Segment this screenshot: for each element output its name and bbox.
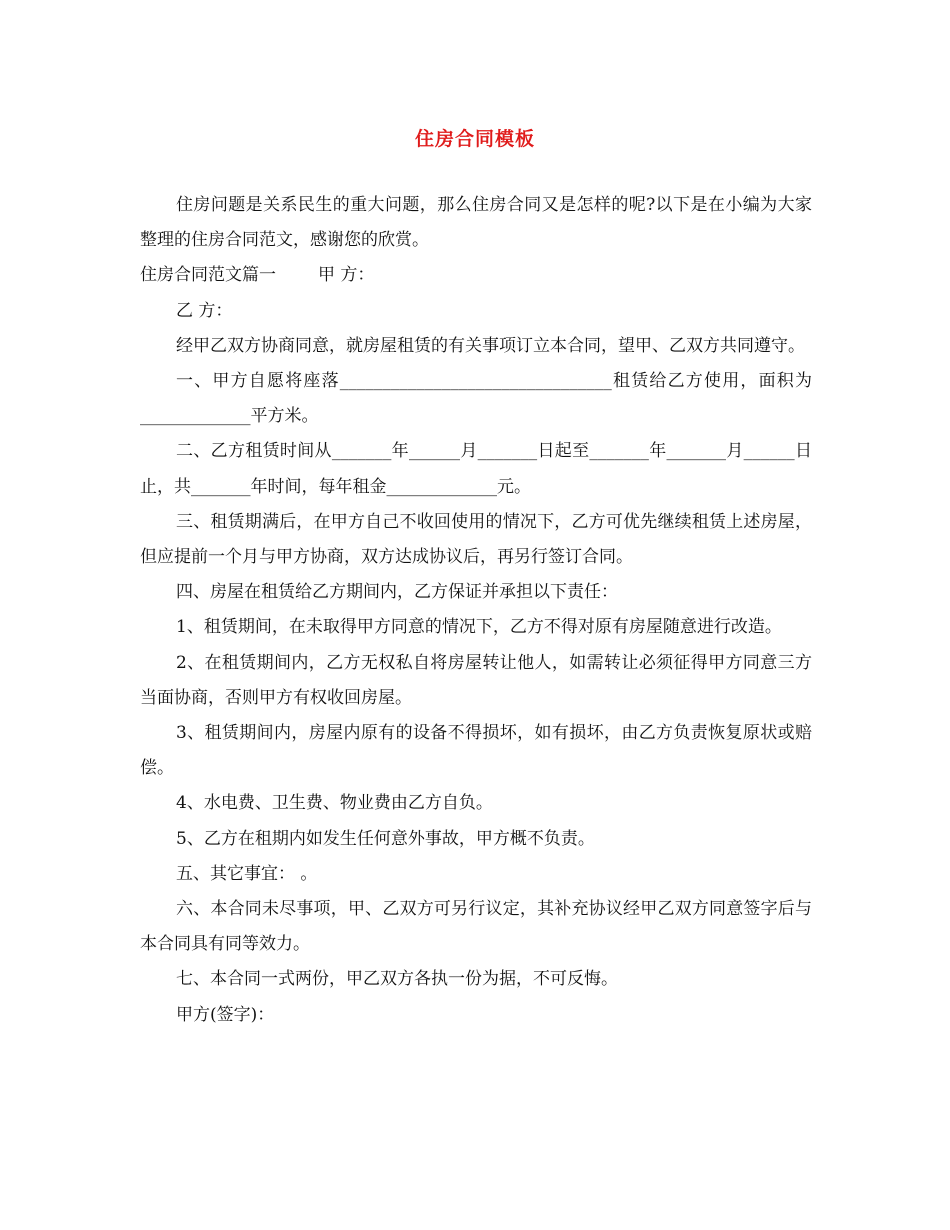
paragraph-item-2: 2、在租赁期间内，乙方无权私自将房屋转让他人，如需转让必须征得甲方同意三方当面协商，否则甲方有权收回房屋。 <box>140 652 812 708</box>
paragraph-clause-3: 三、租赁期满后，在甲方自己不收回使用的情况下，乙方可优先继续租赁上述房屋，但应提前一个月与甲方协商，双方达成协议后，再另行签订合同。 <box>140 511 812 568</box>
paragraph-item-3: 3、租赁期间内，房屋内原有的设备不得损坏，如有损坏，由乙方负责恢复原状或赔偿。 <box>140 723 812 779</box>
document-title: 住房合同模板 <box>414 128 535 150</box>
paragraph-clause-4: 四、房屋在租赁给乙方期间内，乙方保证并承担以下责任： <box>176 582 618 603</box>
document-body <box>140 188 812 1033</box>
party-b-label: 乙 方： <box>176 300 233 321</box>
section-heading-line <box>140 258 812 293</box>
section-heading: 住房合同范文篇一 <box>140 265 276 286</box>
paragraph-clause-7: 七、本合同一式两份，甲乙双方各执一份为据，不可反悔。 <box>176 969 618 990</box>
paragraph-item-5: 5、乙方在租期内如发生任何意外事故，甲方概不负责。 <box>176 828 595 849</box>
paragraph-agreement: 经甲乙双方协商同意，就房屋租赁的有关事项订立本合同，望甲、乙双方共同遵守。 <box>176 335 805 356</box>
intro-paragraph: 住房问题是关系民生的重大问题，那么住房合同又是怎样的呢?以下是在小编为大家整理的住房合同范文，感谢您的欣赏。 <box>140 195 812 251</box>
paragraph-clause-1: 一、甲方自愿将座落________________________________租赁给乙方使用，面积为_____________平方米。 <box>140 371 812 427</box>
party-a-signature: 甲方(签字)： <box>176 1004 275 1025</box>
paragraph-item-4: 4、水电费、卫生费、物业费由乙方自负。 <box>176 793 493 814</box>
paragraph-item-1: 1、租赁期间，在未取得甲方同意的情况下，乙方不得对原有房屋随意进行改造。 <box>176 617 782 638</box>
paragraph-clause-6: 六、本合同未尽事项，甲、乙双方可另行议定，其补充协议经甲乙双方同意签字后与本合同具有同等效力。 <box>140 899 812 955</box>
paragraph-clause-5: 五、其它事宜： 。 <box>176 863 318 884</box>
party-a-label: 甲 方： <box>318 265 375 286</box>
paragraph-clause-2: 二、乙方租赁时间从_______年______月_______日起至_______年_______月______日止，共_______年时间，每年租金_____________元。 <box>140 441 812 497</box>
